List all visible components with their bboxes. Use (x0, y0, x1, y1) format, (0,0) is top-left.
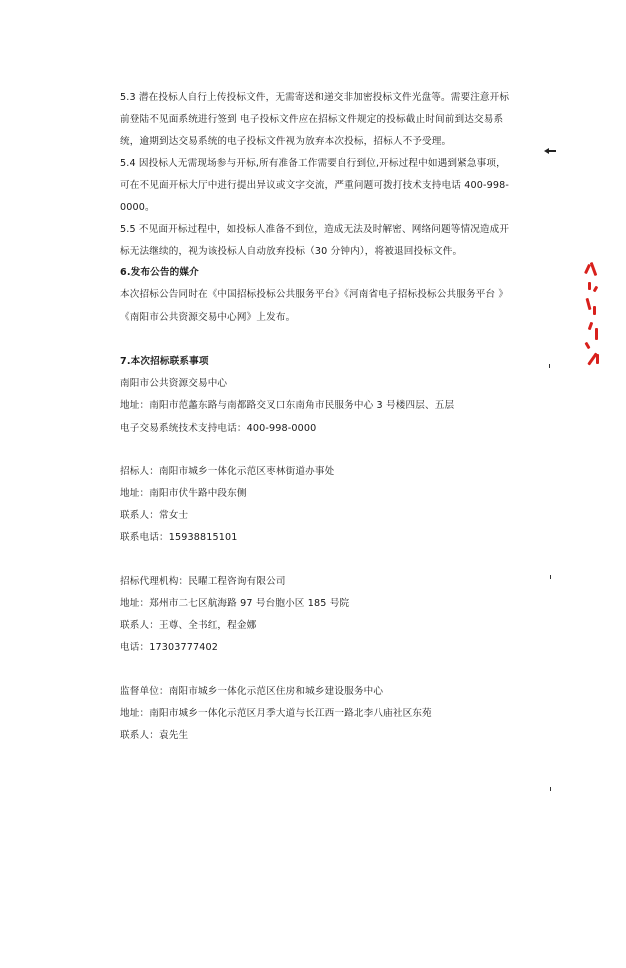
tenderer-address: 地址：南阳市伏牛路中段东侧 (120, 488, 247, 499)
trading-center-name: 南阳市公共资源交易中心 (120, 378, 228, 389)
margin-arrow-mark (544, 148, 556, 154)
supervisor-name: 监督单位：南阳市城乡一体化示范区住房和城乡建设服务中心 (120, 686, 384, 697)
supervisor-address: 地址：南阳市城乡一体化示范区月季大道与长江西一路北李八庙社区东苑 (120, 708, 432, 719)
margin-tick-mark (549, 364, 550, 368)
contacts-heading: 7.本次招标联系事项 (120, 356, 209, 367)
tenderer-phone: 联系电话：15938815101 (120, 532, 238, 543)
margin-tick-mark (550, 575, 551, 579)
section-5-3-line-2: 前登陆不见面系统进行签到 电子投标文件应在招标文件规定的投标截止时间前到达交易系 (120, 114, 504, 125)
section-5-3-line-3: 统，逾期到达交易系统的电子投标文件视为放弃本次投标，招标人不予受理。 (120, 136, 452, 147)
section-5-5-line-2: 标无法继续的，视为该投标人自动放弃投标（30 分钟内），将被退回投标文件。 (120, 246, 463, 257)
tenderer-name: 招标人：南阳市城乡一体化示范区枣林街道办事处 (120, 466, 335, 477)
agency-address: 地址：郑州市二七区航海路 97 号台胞小区 185 号院 (120, 598, 350, 609)
section-5-4-line-1: 5.4 因投标人无需现场参与开标,所有准备工作需要自行到位,开标过程中如遇到紧急事项， (120, 158, 506, 169)
agency-name: 招标代理机构：民曜工程咨询有限公司 (120, 576, 286, 587)
section-5-4-line-3: 0000。 (120, 202, 155, 213)
publication-line-2: 《南阳市公共资源交易中心网》上发布。 (120, 312, 296, 323)
seal-stamp-fragment (584, 262, 600, 370)
section-5-4-line-2: 可在不见面开标大厅中进行提出异议或文字交流，严重问题可拨打技术支持电话 400-998- (120, 180, 509, 191)
publication-line-1: 本次招标公告同时在《中国招标投标公共服务平台》《河南省电子招标投标公共服务平台 》 (120, 289, 509, 300)
trading-center-support-phone: 电子交易系统技术支持电话：400-998-0000 (120, 423, 317, 434)
trading-center-address: 地址：南阳市范蠡东路与南都路交叉口东南角市民服务中心 3 号楼四层、五层 (120, 400, 455, 411)
tenderer-contact: 联系人：常女士 (120, 510, 189, 521)
section-5-5-line-1: 5.5 不见面开标过程中，如投标人准备不到位，造成无法及时解密、网络问题等情况造成开 (120, 224, 510, 235)
margin-tick-mark (550, 787, 551, 791)
agency-phone: 电话：17303777402 (120, 642, 219, 653)
section-5-3-line-1: 5.3 潜在投标人自行上传投标文件，无需寄送和递交非加密投标文件光盘等。需要注意开标 (120, 92, 510, 103)
publication-heading: 6.发布公告的媒介 (120, 267, 199, 278)
agency-contact: 联系人：王尊、全书红，程金娜 (120, 620, 257, 631)
supervisor-contact: 联系人：袁先生 (120, 730, 189, 741)
